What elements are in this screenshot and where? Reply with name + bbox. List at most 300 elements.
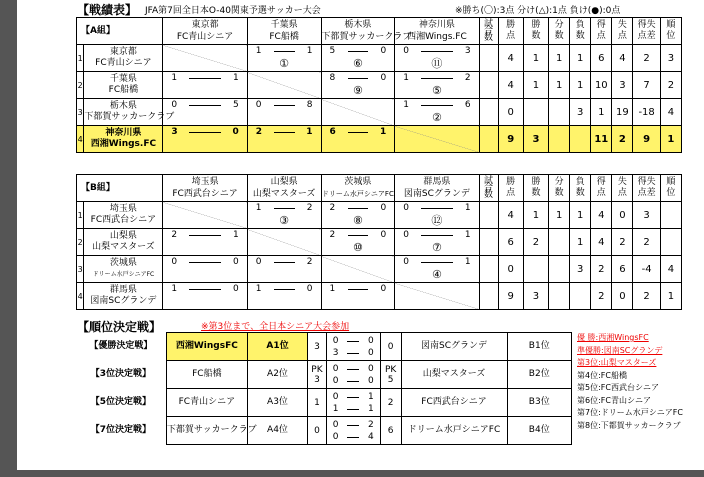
match-title: 【5位決定戦】 (90, 397, 152, 407)
gd-cell: 3 (633, 202, 660, 229)
score-right: 8 (306, 100, 313, 110)
score-right: 1 (464, 230, 471, 240)
score-right: 6 (464, 100, 471, 110)
final-standings (577, 332, 683, 432)
draws-header-line: 数 (554, 31, 564, 41)
draws-header (549, 175, 570, 202)
losses-cell: 1 (570, 72, 591, 99)
losses-cell: 3 (570, 256, 591, 283)
team-row (77, 72, 682, 99)
half-score-left: 3 (332, 347, 339, 358)
ga-header-line: 失 (617, 177, 627, 187)
losses-header-line: 負 (575, 20, 585, 30)
gd-header-line: 点差 (637, 31, 656, 41)
gd-cell: -18 (633, 99, 660, 126)
row-team (84, 126, 163, 153)
pk-2: 0 (380, 333, 401, 361)
losses-header-line: 負 (575, 177, 585, 187)
self-cell (321, 99, 395, 126)
row-team-name: 山梨マスターズ (92, 242, 155, 252)
wins-cell (523, 99, 548, 126)
wins-cell (523, 256, 548, 283)
row-number: 2 (77, 229, 84, 256)
rank-cell: 4 (660, 256, 681, 283)
score-right: 3 (464, 46, 471, 56)
wpts-cell: 0 (498, 99, 523, 126)
half-score-left: 0 (332, 391, 339, 402)
team-1: FC青山シニア (166, 389, 247, 417)
gd-header-line: 得失 (637, 177, 656, 187)
wins-cell: 1 (523, 45, 548, 72)
gf-header-line: 点 (596, 31, 606, 41)
match-cell (395, 202, 479, 229)
wins-cell: 2 (523, 229, 548, 256)
half-score-dash (347, 409, 359, 410)
row-number: 4 (77, 126, 84, 153)
ga-header-line: 点 (617, 188, 627, 198)
column-team (321, 18, 412, 45)
seed-2: B2位 (507, 361, 572, 389)
score-right: 2 (306, 203, 313, 213)
wpts-header (498, 18, 523, 45)
seed-2: B1位 (507, 333, 572, 361)
losses-cell: 1 (570, 229, 591, 256)
score-dash (421, 105, 452, 106)
score-left: 2 (255, 127, 262, 137)
score-dash (274, 262, 295, 263)
match-cell (163, 99, 247, 126)
wins-header (523, 175, 548, 202)
gf-header-line: 得 (596, 20, 606, 30)
score-left: 5 (329, 46, 336, 56)
team-row (77, 229, 682, 256)
team-2: 山梨マスターズ (401, 361, 507, 389)
games-cell (479, 283, 498, 310)
games-cell (479, 99, 498, 126)
seed-1: A1位 (247, 333, 307, 361)
losses-cell: 1 (570, 202, 591, 229)
column-team (163, 18, 247, 45)
half-score-line (327, 391, 380, 403)
draws-cell (549, 99, 570, 126)
gf-header (591, 175, 612, 202)
score-dash (274, 51, 295, 52)
score-left: 2 (329, 230, 336, 240)
gd-cell: 2 (633, 283, 660, 310)
gd-cell: 2 (633, 229, 660, 256)
team-1: FC船橋 (166, 361, 247, 389)
column-team (395, 175, 479, 202)
score-dash (189, 235, 220, 236)
seed-1: A4位 (247, 417, 307, 445)
ranking-row (76, 389, 572, 417)
score-dash (421, 235, 452, 236)
match-cell (163, 283, 247, 310)
half-score-left: 0 (332, 375, 339, 386)
wins-cell: 1 (523, 202, 548, 229)
gf-header-line: 得 (596, 177, 606, 187)
team-row (77, 256, 682, 283)
ga-header-line: 失 (617, 20, 627, 30)
games-cell (479, 256, 498, 283)
gf-cell: 10 (591, 72, 612, 99)
score-left: 0 (403, 203, 409, 213)
final-standing: 第5位:FC西武台シニア (577, 383, 659, 392)
row-number: 3 (77, 99, 84, 126)
match-number: ⑦ (431, 241, 442, 254)
half-score-dash (347, 381, 359, 382)
score-dash (348, 132, 369, 133)
score-left: 2 (329, 203, 336, 213)
half-score-dash (347, 353, 359, 354)
ga-cell: 3 (612, 72, 633, 99)
gd-cell: 9 (633, 126, 660, 153)
match-cell (163, 256, 247, 283)
team-row (77, 202, 682, 229)
gd-header (633, 18, 660, 45)
self-cell (163, 45, 247, 72)
gf-cell: 1 (591, 99, 612, 126)
match-cell (247, 256, 321, 283)
gf-cell: 6 (591, 45, 612, 72)
row-team-pref: 茨城県 (109, 258, 137, 268)
half-scores (326, 389, 380, 417)
group-label: 【B組】 (77, 175, 163, 202)
half-scores (326, 333, 380, 361)
self-cell (247, 72, 321, 99)
draws-cell (549, 126, 570, 153)
score-dash (274, 132, 295, 133)
score-left: 1 (403, 100, 409, 110)
match-cell (247, 202, 321, 229)
column-team-name: 下都賀サッカークラブ (321, 32, 412, 42)
wpts-cell: 9 (498, 126, 523, 153)
losses-cell: 3 (570, 99, 591, 126)
score-left: 1 (329, 284, 336, 294)
score-left: 0 (171, 257, 178, 267)
score-left: 1 (255, 284, 262, 294)
row-team-name: FC西武台シニア (90, 215, 157, 225)
wpts-cell: 4 (498, 45, 523, 72)
wins-header-line: 数 (531, 188, 541, 198)
row-team-pref: 東京都 (109, 47, 137, 57)
gd-header-line: 点差 (637, 188, 656, 198)
self-cell (395, 283, 479, 310)
column-team-name: 西湘Wings.FC (407, 32, 467, 42)
groupA-grid (76, 17, 682, 153)
ga-cell: 2 (612, 126, 633, 153)
team-row (77, 45, 682, 72)
half-score-left: 1 (332, 403, 339, 414)
score-right: 0 (232, 127, 239, 137)
team-1: 下都賀サッカークラブ (166, 417, 247, 445)
team-1: 西湘WingsFC (166, 333, 247, 361)
match-cell (395, 45, 479, 72)
ranking-note: ※第3位まで、全日本シニア大会参加 (201, 322, 350, 332)
score-left: 0 (255, 257, 262, 267)
match-title: 【3位決定戦】 (90, 369, 152, 379)
match-cell (395, 256, 479, 283)
gd-cell: 2 (633, 45, 660, 72)
score-dash (189, 78, 220, 79)
row-number: 2 (77, 72, 84, 99)
half-score-dash (347, 425, 359, 426)
draws-cell: 1 (549, 202, 570, 229)
gf-cell: 4 (591, 202, 612, 229)
match-cell (247, 283, 321, 310)
groupB-grid (76, 174, 682, 310)
score-left: 0 (403, 46, 409, 56)
rank-cell (660, 202, 681, 229)
score-dash (189, 132, 220, 133)
rank-cell: 2 (660, 72, 681, 99)
row-team (84, 256, 163, 283)
losses-cell (570, 283, 591, 310)
pk-1: 3 (308, 333, 327, 361)
ranking-row (76, 417, 572, 445)
column-team (247, 18, 321, 45)
wpts-cell: 9 (498, 283, 523, 310)
seed-2: B3位 (507, 389, 572, 417)
ga-header (612, 18, 633, 45)
score-dash (421, 262, 452, 263)
row-team-pref: 神奈川県 (105, 128, 142, 138)
games-cell (479, 229, 498, 256)
final-standing: 第8位:下都賀サッカークラブ (577, 420, 681, 430)
match-number: ① (279, 57, 290, 70)
column-team-name: ドリーム水戸シニアFC (321, 190, 394, 198)
match-cell (321, 72, 395, 99)
half-score-line (327, 375, 380, 387)
gf-cell: 4 (591, 229, 612, 256)
column-team-pref: 神奈川県 (418, 20, 455, 30)
final-standing: 第3位:山梨マスターズ (577, 358, 657, 367)
score-right: 0 (233, 257, 239, 267)
half-score-line (327, 419, 380, 431)
half-score-dash (347, 369, 359, 370)
score-right: 2 (306, 257, 313, 267)
ga-cell: 0 (612, 202, 633, 229)
score-right: 0 (306, 284, 313, 294)
seed-1: A3位 (247, 389, 307, 417)
score-left: 6 (329, 127, 336, 137)
ga-cell: 2 (612, 229, 633, 256)
match-number: ④ (431, 268, 442, 281)
games-header: 試合数 (479, 175, 498, 202)
self-cell (395, 126, 479, 153)
column-team-name: FC船橋 (269, 32, 299, 42)
row-team-name: 西湘Wings.FC (90, 139, 157, 149)
games-cell (479, 45, 498, 72)
score-left: 0 (403, 257, 409, 267)
half-score-line (327, 363, 380, 375)
games-header: 試合数 (479, 18, 498, 45)
row-team-name: ドリーム水戸シニアFC (92, 271, 155, 278)
losses-header (570, 175, 591, 202)
team-2: ドリーム水戸シニアFC (401, 417, 507, 445)
score-right: 1 (233, 230, 239, 240)
row-number: 4 (77, 283, 84, 310)
ga-cell: 19 (612, 99, 633, 126)
score-dash (189, 262, 220, 263)
match-cell (247, 45, 321, 72)
row-team-name: FC船橋 (108, 85, 139, 95)
wpts-header-line: 点 (506, 188, 516, 198)
half-score-left: 0 (332, 419, 339, 430)
gd-header (633, 175, 660, 202)
score-left: 1 (171, 73, 178, 83)
score-dash (189, 289, 220, 290)
column-team-name: 山梨マスターズ (252, 189, 316, 199)
match-number: ⑪ (431, 57, 443, 70)
row-number: 1 (77, 202, 84, 229)
wins-cell: 1 (523, 72, 548, 99)
draws-header-line: 分 (554, 20, 564, 30)
row-team (84, 99, 175, 126)
score-dash (348, 235, 369, 236)
row-number: 3 (77, 256, 84, 283)
column-team-name: FC西武台シニア (172, 189, 238, 199)
gf-cell: 2 (591, 256, 612, 283)
row-team-pref: 栃木県 (109, 101, 137, 111)
pk-2: 6 (380, 417, 401, 445)
half-score-right: 1 (368, 403, 374, 414)
half-score-left: 0 (332, 431, 339, 442)
score-right: 5 (233, 100, 239, 110)
score-left: 1 (403, 73, 409, 83)
draws-cell: 1 (549, 45, 570, 72)
score-right: 2 (464, 73, 471, 83)
match-number: ⑩ (352, 241, 363, 254)
score-dash (189, 105, 220, 106)
losses-cell (570, 126, 591, 153)
match-cell (247, 126, 321, 153)
team-row (77, 126, 682, 153)
match-number: ⑧ (352, 214, 363, 227)
score-right: 0 (380, 203, 387, 213)
half-score-line (327, 431, 380, 443)
match-number: ⑤ (431, 84, 442, 97)
half-score-right: 0 (368, 347, 374, 358)
score-dash (421, 51, 452, 52)
wpts-header (498, 175, 523, 202)
column-team (395, 18, 479, 45)
wins-cell: 3 (523, 283, 548, 310)
final-standing: 優 勝:西湘WingsFC (577, 333, 649, 342)
half-score-dash (347, 437, 359, 438)
match-cell (163, 229, 247, 256)
row-team-pref: 群馬県 (109, 285, 137, 295)
row-team (84, 202, 163, 229)
results-sheet (17, 0, 704, 470)
row-team-name: FC青山シニア (95, 58, 152, 68)
wpts-cell: 6 (498, 229, 523, 256)
half-score-line (327, 335, 380, 347)
row-team-pref: 山梨県 (109, 231, 137, 241)
match-cell (395, 229, 479, 256)
sheet-title-label: 【戦績表】 (77, 3, 138, 17)
ga-cell: 6 (612, 256, 633, 283)
score-left: 8 (329, 73, 336, 83)
ga-cell: 0 (612, 283, 633, 310)
ranking-row (76, 361, 572, 389)
pk-2: PK 5 (380, 361, 401, 389)
match-number: ⑨ (352, 84, 363, 97)
match-title: 【優勝決定戦】 (89, 341, 153, 351)
wpts-header-line: 勝 (506, 20, 516, 30)
wpts-cell: 0 (498, 256, 523, 283)
half-score-right: 0 (368, 335, 374, 346)
games-cell (479, 72, 498, 99)
score-right: 1 (233, 73, 239, 83)
half-score-left: 0 (332, 335, 339, 346)
draws-header (549, 18, 570, 45)
wpts-header-line: 点 (506, 31, 516, 41)
wpts-header-line: 勝 (506, 177, 516, 187)
score-left: 1 (255, 203, 262, 213)
row-team (84, 229, 163, 256)
group-label: 【A組】 (77, 18, 163, 45)
self-cell (247, 229, 321, 256)
match-cell (395, 72, 479, 99)
score-left: 1 (171, 284, 178, 294)
draws-header-line: 分 (554, 177, 564, 187)
rank-cell: 1 (660, 283, 681, 310)
wins-header-line: 勝 (531, 177, 541, 187)
ga-header-line: 点 (617, 31, 627, 41)
row-team-name: 図南SCグランデ (90, 296, 157, 306)
games-cell (479, 202, 498, 229)
row-team-pref: 千葉県 (109, 74, 137, 84)
row-team-pref: 埼玉県 (109, 204, 137, 214)
losses-cell: 1 (570, 45, 591, 72)
self-cell (321, 256, 395, 283)
score-dash (274, 289, 295, 290)
ga-header (612, 175, 633, 202)
pk-1: PK 3 (308, 361, 327, 389)
score-left: 1 (255, 46, 262, 56)
wpts-cell: 4 (498, 72, 523, 99)
score-dash (274, 208, 295, 209)
half-score-right: 0 (368, 363, 374, 374)
column-team (163, 175, 247, 202)
ranking-section-label: 【順位決定戦】 (77, 320, 162, 334)
losses-header-line: 数 (575, 31, 585, 41)
rank-cell: 1 (660, 126, 681, 153)
score-right: 0 (380, 284, 387, 294)
wins-cell: 3 (523, 126, 548, 153)
ranking-row (76, 333, 572, 361)
score-right: 0 (233, 284, 239, 294)
rank-header-line: 位 (666, 188, 676, 198)
wins-header (523, 18, 548, 45)
rank-cell: 4 (660, 99, 681, 126)
wins-header-line: 勝 (531, 20, 541, 30)
rank-header (660, 175, 681, 202)
final-standing: 第6位:FC青山シニア (577, 395, 651, 405)
score-right: 1 (306, 127, 313, 137)
ga-cell: 4 (612, 45, 633, 72)
column-team-pref: 東京都 (191, 20, 219, 30)
score-dash (421, 208, 452, 209)
rank-cell: 3 (660, 45, 681, 72)
ranking-grid (76, 332, 572, 445)
match-cell (247, 99, 321, 126)
column-team-name: FC青山シニア (176, 32, 234, 42)
gd-cell: -4 (633, 256, 660, 283)
column-team-pref: 千葉県 (270, 20, 298, 30)
match-cell (321, 126, 395, 153)
